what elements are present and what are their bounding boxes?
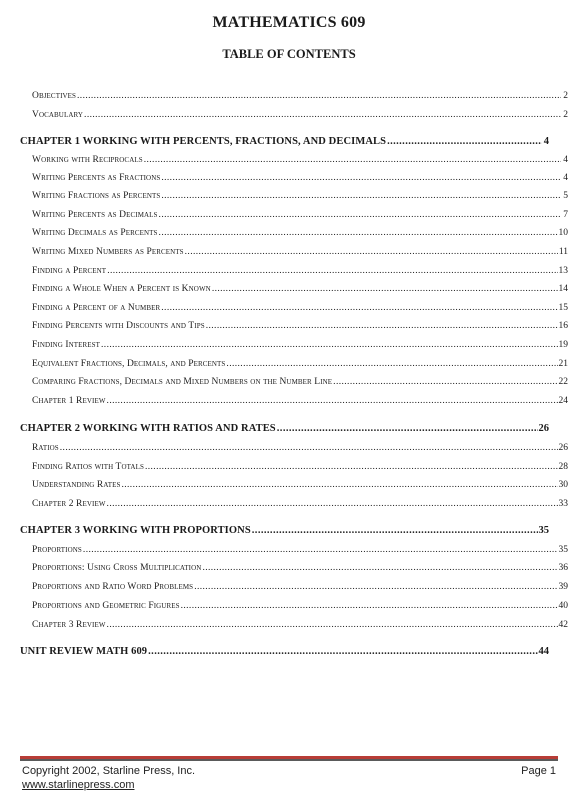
leader-dots xyxy=(107,499,558,509)
unit-review-title: UNIT REVIEW MATH 609 xyxy=(20,646,148,657)
leader-dots xyxy=(161,173,561,183)
toc-entry-page: 24 xyxy=(558,396,568,406)
leader-dots xyxy=(84,110,561,120)
unit-review-heading[interactable] xyxy=(20,646,549,657)
toc-entry-page: 13 xyxy=(558,266,568,276)
toc-entry-page: 39 xyxy=(558,582,568,592)
leader-dots xyxy=(252,525,538,536)
toc-entry-page: 30 xyxy=(558,480,568,490)
unit-review-page: 44 xyxy=(538,646,549,657)
toc-entry-page: 14 xyxy=(558,284,568,294)
toc-entry[interactable] xyxy=(32,228,568,238)
toc-entry-page: 16 xyxy=(558,321,568,331)
toc-entry-label: Chapter 1 Review xyxy=(32,396,106,406)
leader-dots xyxy=(181,601,558,611)
leader-dots xyxy=(277,423,538,434)
toc-entry-page: 42 xyxy=(558,620,568,630)
leader-dots xyxy=(107,620,558,630)
toc-entry[interactable] xyxy=(32,377,568,387)
toc-entry[interactable] xyxy=(32,499,568,509)
toc-entry-objectives[interactable] xyxy=(32,91,568,101)
toc-entry-vocabulary[interactable] xyxy=(32,110,568,120)
toc-entry[interactable] xyxy=(32,266,568,276)
leader-dots xyxy=(145,462,558,472)
toc-entry-page: 19 xyxy=(558,340,568,350)
toc-entry-label: Finding a Percent xyxy=(32,266,107,276)
leader-dots xyxy=(387,136,542,147)
leader-dots xyxy=(226,359,557,369)
leader-dots xyxy=(101,340,557,350)
chapter-1-heading[interactable] xyxy=(20,136,549,147)
toc-entry-page: 10 xyxy=(558,228,568,238)
leader-dots xyxy=(212,284,558,294)
leader-dots xyxy=(185,247,558,257)
toc-entry[interactable] xyxy=(32,247,568,257)
leader-dots xyxy=(161,303,557,313)
chapter-page: 35 xyxy=(538,525,549,536)
toc-entry-label: Proportions and Ratio Word Problems xyxy=(32,582,194,592)
toc-entry-page: 15 xyxy=(558,303,568,313)
toc-entry[interactable] xyxy=(32,321,568,331)
toc-entry-page: 11 xyxy=(558,247,568,257)
toc-entry[interactable] xyxy=(32,620,568,630)
leader-dots xyxy=(333,377,557,387)
chapter-page: 4 xyxy=(543,136,549,147)
toc-entry[interactable] xyxy=(32,443,568,453)
toc-entry[interactable] xyxy=(32,155,568,165)
toc-entry[interactable] xyxy=(32,480,568,490)
toc-entry-page: 7 xyxy=(563,210,568,220)
leader-dots xyxy=(159,228,558,238)
toc-entry-page: 22 xyxy=(558,377,568,387)
toc-entry-label: Working with Reciprocals xyxy=(32,155,143,165)
leader-dots xyxy=(144,155,561,165)
page-title: MATHEMATICS 609 xyxy=(212,14,366,31)
toc-entry-label: Comparing Fractions, Decimals and Mixed Numbers on the Number Line xyxy=(32,377,333,387)
toc-entry-label: Ratios xyxy=(32,443,59,453)
toc-entry[interactable] xyxy=(32,582,568,592)
toc-entry-label: Writing Decimals as Percents xyxy=(32,228,158,238)
toc-entry[interactable] xyxy=(32,340,568,350)
toc-entry-label: Proportions and Geometric Figures xyxy=(32,601,180,611)
leader-dots xyxy=(121,480,557,490)
toc-entry-label: Chapter 3 Review xyxy=(32,620,106,630)
toc-entry[interactable] xyxy=(32,396,568,406)
leader-dots xyxy=(202,563,557,573)
toc-entry-page: 26 xyxy=(558,443,568,453)
leader-dots xyxy=(60,443,558,453)
leader-dots xyxy=(107,396,558,406)
toc-entry[interactable] xyxy=(32,359,568,369)
toc-entry-page: 36 xyxy=(558,563,568,573)
toc-entry-label: Understanding Rates xyxy=(32,480,121,490)
toc-entry-page: 2 xyxy=(563,110,568,120)
footer-url-link[interactable]: www.starlinepress.com xyxy=(22,779,135,791)
toc-entry-page: 28 xyxy=(558,462,568,472)
toc-entry-label: Chapter 2 Review xyxy=(32,499,106,509)
page-subtitle: TABLE OF CONTENTS xyxy=(222,47,356,61)
toc-entry-label: Finding a Whole When a Percent is Known xyxy=(32,284,211,294)
footer-rule-gray xyxy=(20,759,558,761)
leader-dots xyxy=(161,191,561,201)
toc-entry-page: 5 xyxy=(563,191,568,201)
toc-entry[interactable] xyxy=(32,284,568,294)
toc-entry[interactable] xyxy=(32,173,568,183)
toc-entry[interactable] xyxy=(32,545,568,555)
toc-entry-label: Finding a Percent of a Number xyxy=(32,303,161,313)
chapter-title: CHAPTER 2 WORKING WITH RATIOS AND RATES xyxy=(20,423,276,434)
toc-entry-label: Proportions xyxy=(32,545,82,555)
toc-entry[interactable] xyxy=(32,191,568,201)
toc-entry-page: 40 xyxy=(558,601,568,611)
toc-entry[interactable] xyxy=(32,563,568,573)
toc-entry[interactable] xyxy=(32,601,568,611)
toc-entry-page: 4 xyxy=(563,155,568,165)
footer-page-number: Page 1 xyxy=(521,765,556,777)
toc-entry-label: Writing Percents as Decimals xyxy=(32,210,158,220)
leader-dots xyxy=(206,321,558,331)
toc-entry-page: 33 xyxy=(558,499,568,509)
toc-entry-label: Writing Percents as Fractions xyxy=(32,173,161,183)
chapter-3-heading[interactable] xyxy=(20,525,549,536)
toc-entry-label: Finding Percents with Discounts and Tips xyxy=(32,321,205,331)
footer-copyright: Copyright 2002, Starline Press, Inc. xyxy=(22,765,196,777)
chapter-page: 26 xyxy=(538,423,549,434)
toc-entry-label: Writing Mixed Numbers as Percents xyxy=(32,247,184,257)
toc-entry-page: 21 xyxy=(558,359,568,369)
toc-entry-page: 2 xyxy=(563,91,568,101)
chapter-title: CHAPTER 3 WORKING WITH PROPORTIONS xyxy=(20,525,251,536)
toc-entry-label: Writing Fractions as Percents xyxy=(32,191,161,201)
toc-entry[interactable] xyxy=(32,210,568,220)
leader-dots xyxy=(77,91,561,101)
chapter-2-heading[interactable] xyxy=(20,423,549,434)
toc-entry[interactable] xyxy=(32,462,568,472)
toc-entry-page: 4 xyxy=(563,173,568,183)
chapter-title: CHAPTER 1 WORKING WITH PERCENTS, FRACTIONS, AND DECIMALS xyxy=(20,136,387,147)
leader-dots xyxy=(159,210,561,220)
toc-entry-label: Finding Ratios with Totals xyxy=(32,462,144,472)
toc-entry-label: Proportions: Using Cross Multiplication xyxy=(32,563,202,573)
toc-entry-label: Equivalent Fractions, Decimals, and Percents xyxy=(32,359,226,369)
leader-dots xyxy=(194,582,557,592)
toc-entry-label: Finding Interest xyxy=(32,340,101,350)
toc-entry-label: Objectives xyxy=(32,91,77,101)
toc-entry[interactable] xyxy=(32,303,568,313)
toc-entry-label: Vocabulary xyxy=(32,110,84,120)
leader-dots xyxy=(107,266,557,276)
leader-dots xyxy=(148,646,537,657)
leader-dots xyxy=(83,545,558,555)
toc-entry-page: 35 xyxy=(558,545,568,555)
